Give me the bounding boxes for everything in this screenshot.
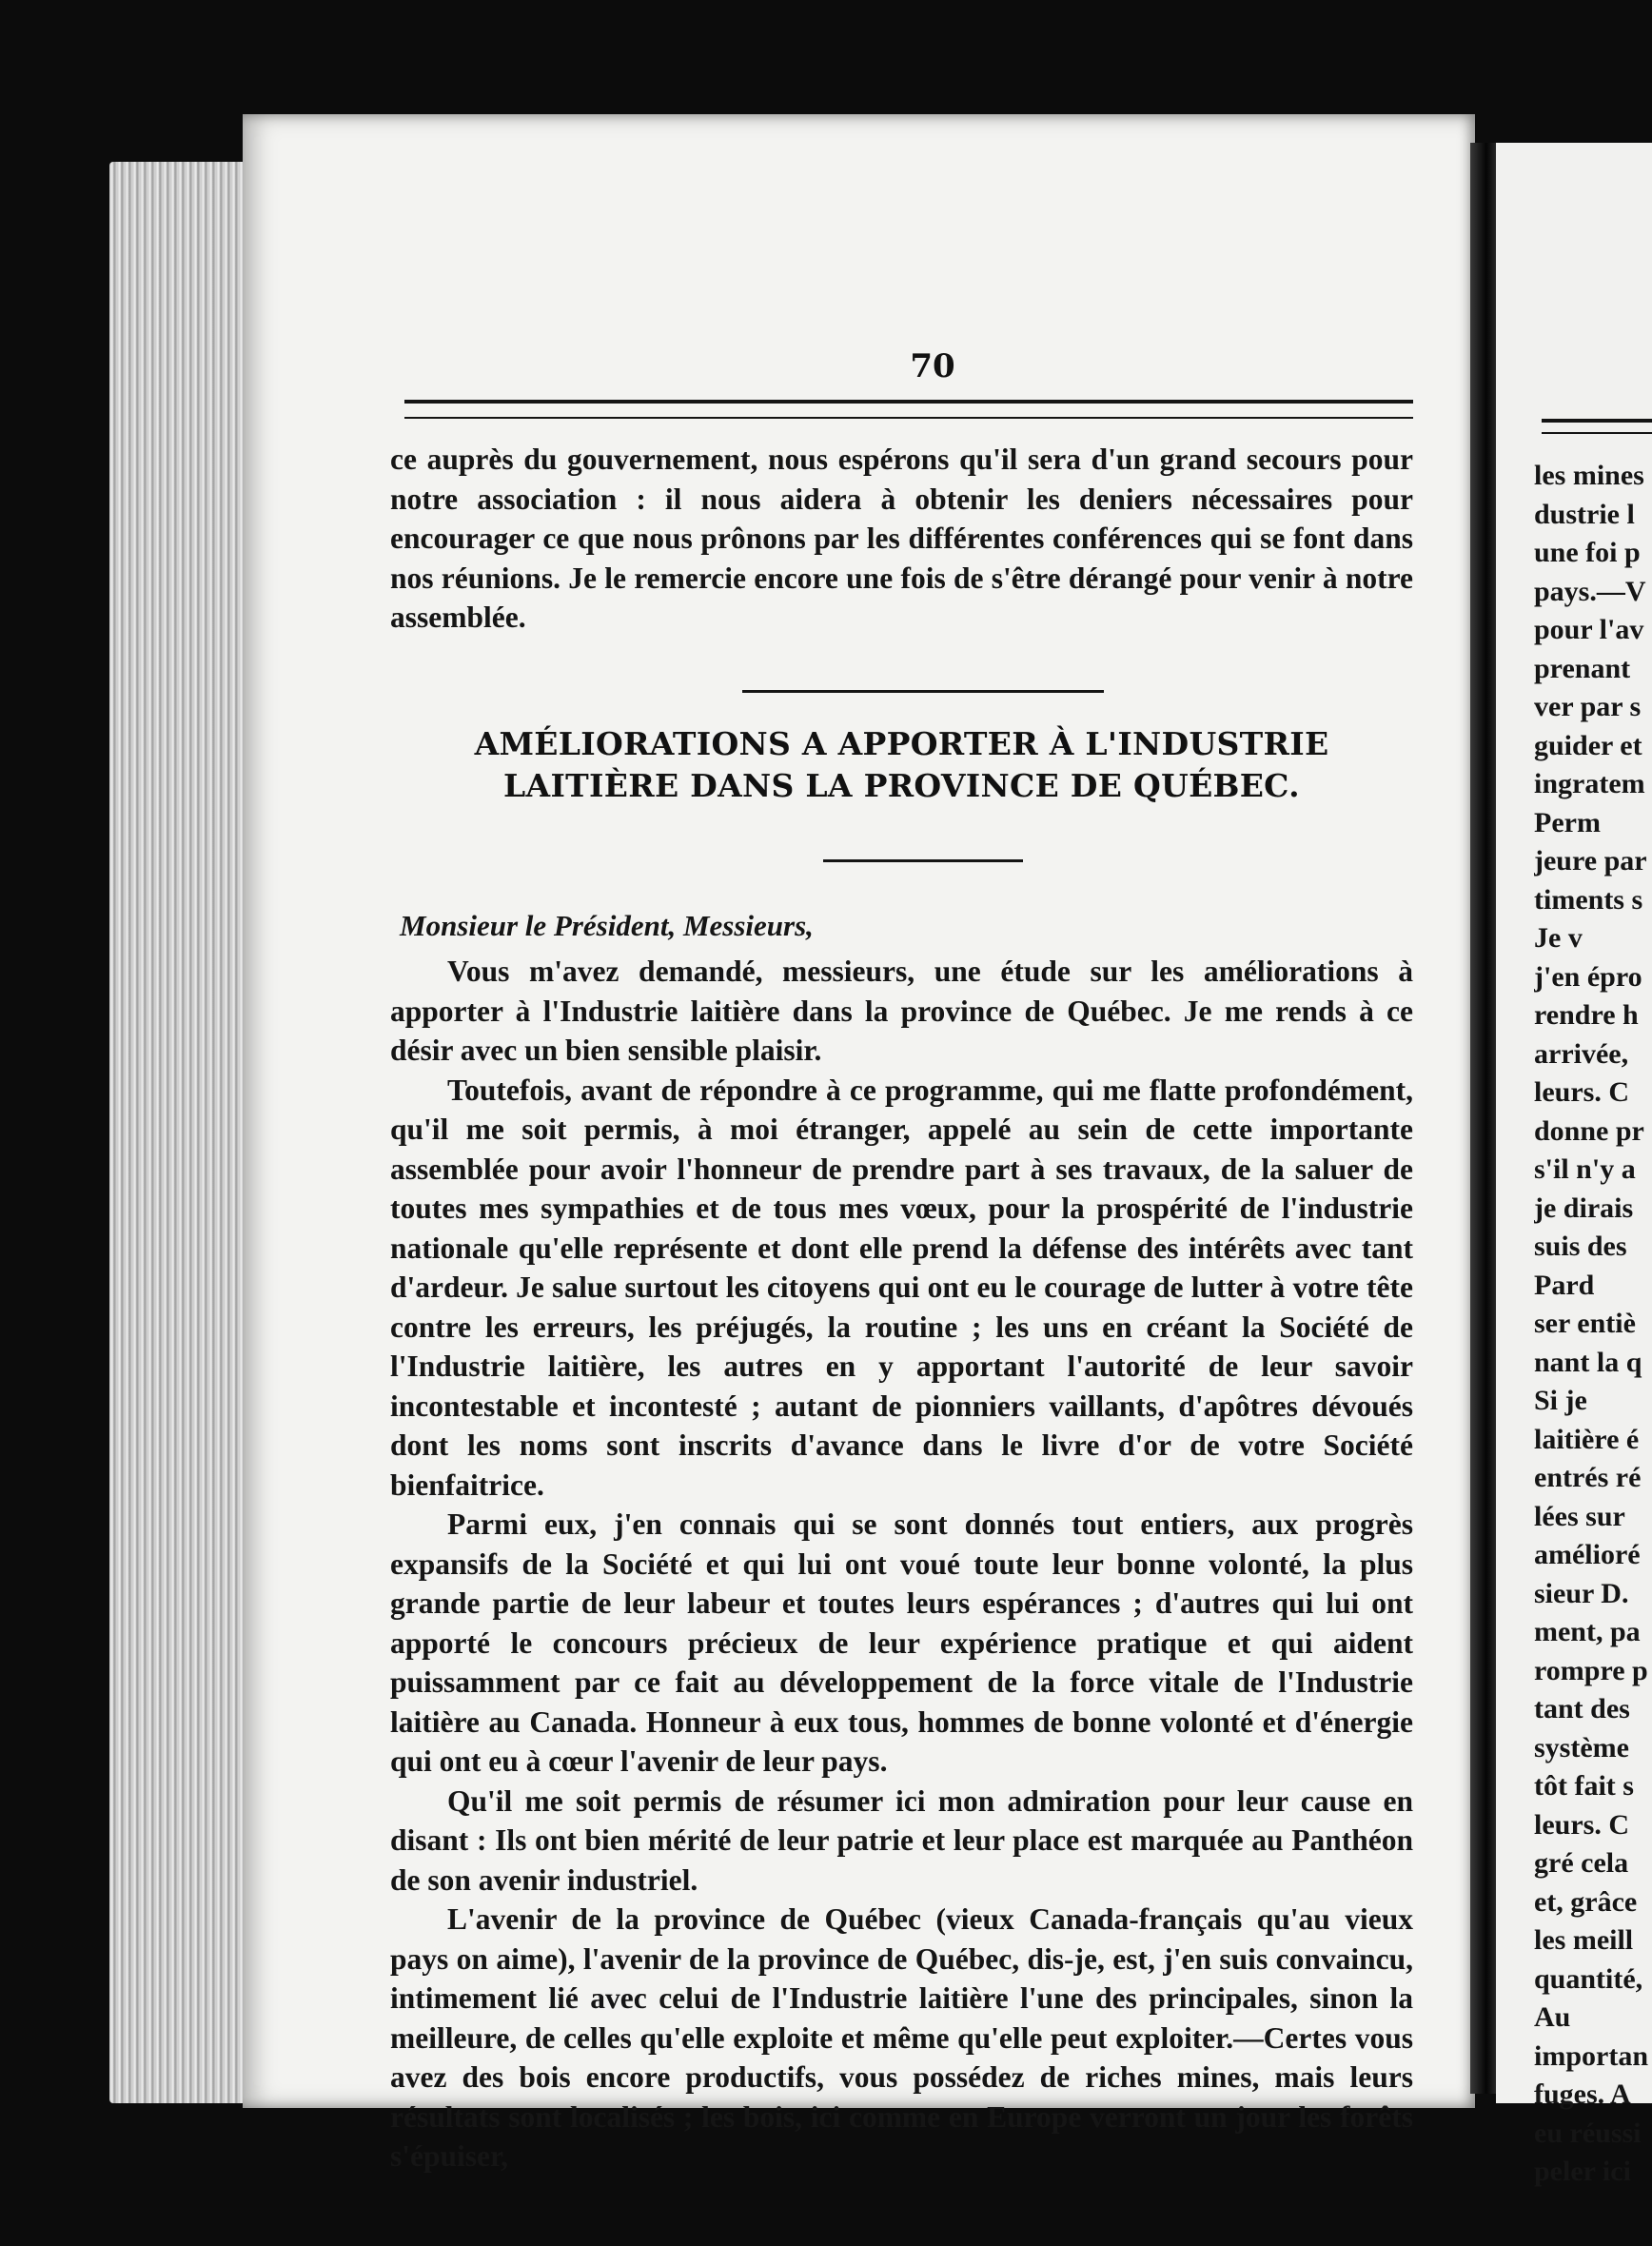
right-page-line: timents s (1534, 883, 1643, 916)
salutation: Monsieur le Président, Messieurs, (400, 909, 814, 942)
right-page-line: les mines (1534, 460, 1644, 491)
right-page-line: leurs. C (1534, 1076, 1629, 1108)
right-page-line: et, grâce (1534, 1885, 1638, 1918)
right-page-line: s'il n'y a (1534, 1153, 1636, 1185)
right-page-line: amélioré (1534, 1539, 1641, 1570)
right-page-line: ser entiè (1534, 1308, 1636, 1339)
right-page-line: jeure par (1534, 845, 1647, 877)
article-heading: AMÉLIORATIONS A APPORTER À L'INDUSTRIE LAITIÈRE DANS LA PROVINCE DE QUÉBEC. (474, 725, 1329, 804)
right-page-line: ingratem (1534, 768, 1645, 799)
right-page-line: guider et (1534, 729, 1642, 761)
paragraph: Toutefois, avant de répondre à ce programme, qui me flatte profondément, qu'il me soit permis, à moi étranger, appelé au sein de cette importante assemblée pour avoir l'honneur de prendre part à ses travaux, de la saluer de toutes mes sympathies et de tous mes vœux, pour la prospérité de l'industrie nationale qu'elle représente et dont elle prend la défense des intérêts avec tant d'ardeur. Je salue surtout les citoyens qui ont eu le courage de lutter à votre tête contre les erreurs, les préjugés, la routine ; les uns en créant la Société de l'Industrie laitière, les autres en y apportant l'autorité de leur savoir incontestable et incontesté ; autant de pionniers vaillants, d'apôtres dévoués dont les noms sont inscrits d'avance dans le livre d'or de votre Société bienfaitrice. (390, 1073, 1413, 1502)
right-page-line: système (1534, 1731, 1629, 1763)
right-page-line: dustrie l (1534, 498, 1635, 530)
intro-paragraph-block (390, 440, 1413, 638)
paragraph: L'avenir de la province de Québec (vieux Canada-français qu'au vieux pays on aime), l'avenir de la province de Québec, dis-je, est, j'en suis convaincu, intimement lié avec celui de l'Industrie laitière l'une des principales, sinon la meilleure, de celles qu'elle exploite et même qu'elle peut exploiter.—Certes vous avez des bois encore productifs, vous possédez de riches mines, mais leurs résultats sont localisés ; les bois, ici comme en Europe verront un jour les forêts s'épuiser, (390, 1902, 1413, 2173)
section-rule-top (742, 690, 1104, 693)
right-page-line: Pard (1534, 1269, 1595, 1301)
right-page-line: donne pr (1534, 1114, 1644, 1147)
right-page-line: eu réussi (1534, 2117, 1642, 2149)
right-page-line: rompre p (1534, 1654, 1648, 1686)
right-page-line: pour l'av (1534, 614, 1644, 645)
section-rule-bottom (823, 859, 1023, 862)
right-page-line: prenant (1534, 652, 1631, 684)
right-page-line: rendre h (1534, 999, 1639, 1031)
right-page-line: les meill (1534, 1924, 1634, 1956)
right-page-line: laitière é (1534, 1423, 1640, 1455)
right-page-line: lées sur (1534, 1500, 1625, 1532)
header-rule (404, 400, 1413, 419)
paragraph: Parmi eux, j'en connais qui se sont donnés tout entiers, aux progrès expansifs de la Société et qui lui ont voué toute leur bonne volonté, la plus grande partie de leur labeur et toutes leurs espérances ; d'autres qui lui ont apporté le concours précieux de leur expérience pratique et qui aident puissamment par ce fait au développement de la force vitale de l'Industrie laitière au Canada. Honneur à eux tous, hommes de bonne volonté et d'énergie qui ont eu à cœur l'avenir de leur pays. (390, 1507, 1413, 1778)
right-page-line: gré cela (1534, 1847, 1629, 1879)
right-page-text (1534, 457, 1652, 2192)
right-page-line: nant la q (1534, 1346, 1642, 1378)
right-page-line: Si je (1534, 1385, 1587, 1416)
right-page-line: entrés ré (1534, 1462, 1642, 1493)
paragraph: Qu'il me soit permis de résumer ici mon admiration pour leur cause en disant : Ils ont bien mérité de leur patrie et leur place est marquée au Panthéon de son avenir industriel. (390, 1783, 1413, 1897)
paragraph: Vous m'avez demandé, messieurs, une étude sur les améliorations à apporter à l'Industrie laitière dans la province de Québec. Je me rends à ce désir avec un bien sensible plaisir. (390, 955, 1413, 1067)
right-page-line: quantité, (1534, 1962, 1643, 1995)
right-page-line: ver par s (1534, 691, 1642, 722)
right-page-line: Au (1534, 2001, 1571, 2033)
right-page-line: Perm (1534, 806, 1601, 838)
right-page-line: fuges. A (1534, 2079, 1631, 2110)
article-body (390, 952, 1413, 2177)
right-page-line: peler ici (1534, 2156, 1631, 2187)
right-page-line: Je v (1534, 922, 1583, 954)
right-page-line: tant des (1534, 1693, 1630, 1724)
intro-paragraph: ce auprès du gouvernement, nous espérons qu'il sera d'un grand secours pour notre association : il nous aidera à obtenir les deniers nécessaires pour encourager ce que nous prônons par les différentes conférences qui se font dans nos réunions. Je le remercie encore une fois de s'être dérangé pour venir à notre assemblée. (390, 443, 1413, 634)
book-gutter (1470, 143, 1497, 2094)
right-page-line: ment, pa (1534, 1616, 1641, 1647)
right-page-line: tôt fait s (1534, 1770, 1634, 1802)
right-page-line: j'en épro (1534, 960, 1642, 993)
right-page-line: leurs. C (1534, 1808, 1629, 1841)
right-page-line: arrivée, (1534, 1037, 1629, 1070)
right-page-line: pays.—V (1534, 575, 1646, 607)
right-page-line: une foi p (1534, 537, 1641, 568)
page-edges (109, 162, 262, 2103)
right-page-line: suis des (1534, 1231, 1627, 1262)
right-page-rule (1542, 419, 1652, 434)
page-number: 70 (910, 347, 955, 385)
right-page-line: je dirais (1534, 1192, 1634, 1224)
right-page-line: importan (1534, 2039, 1648, 2072)
right-page-line: sieur D. (1534, 1577, 1629, 1609)
